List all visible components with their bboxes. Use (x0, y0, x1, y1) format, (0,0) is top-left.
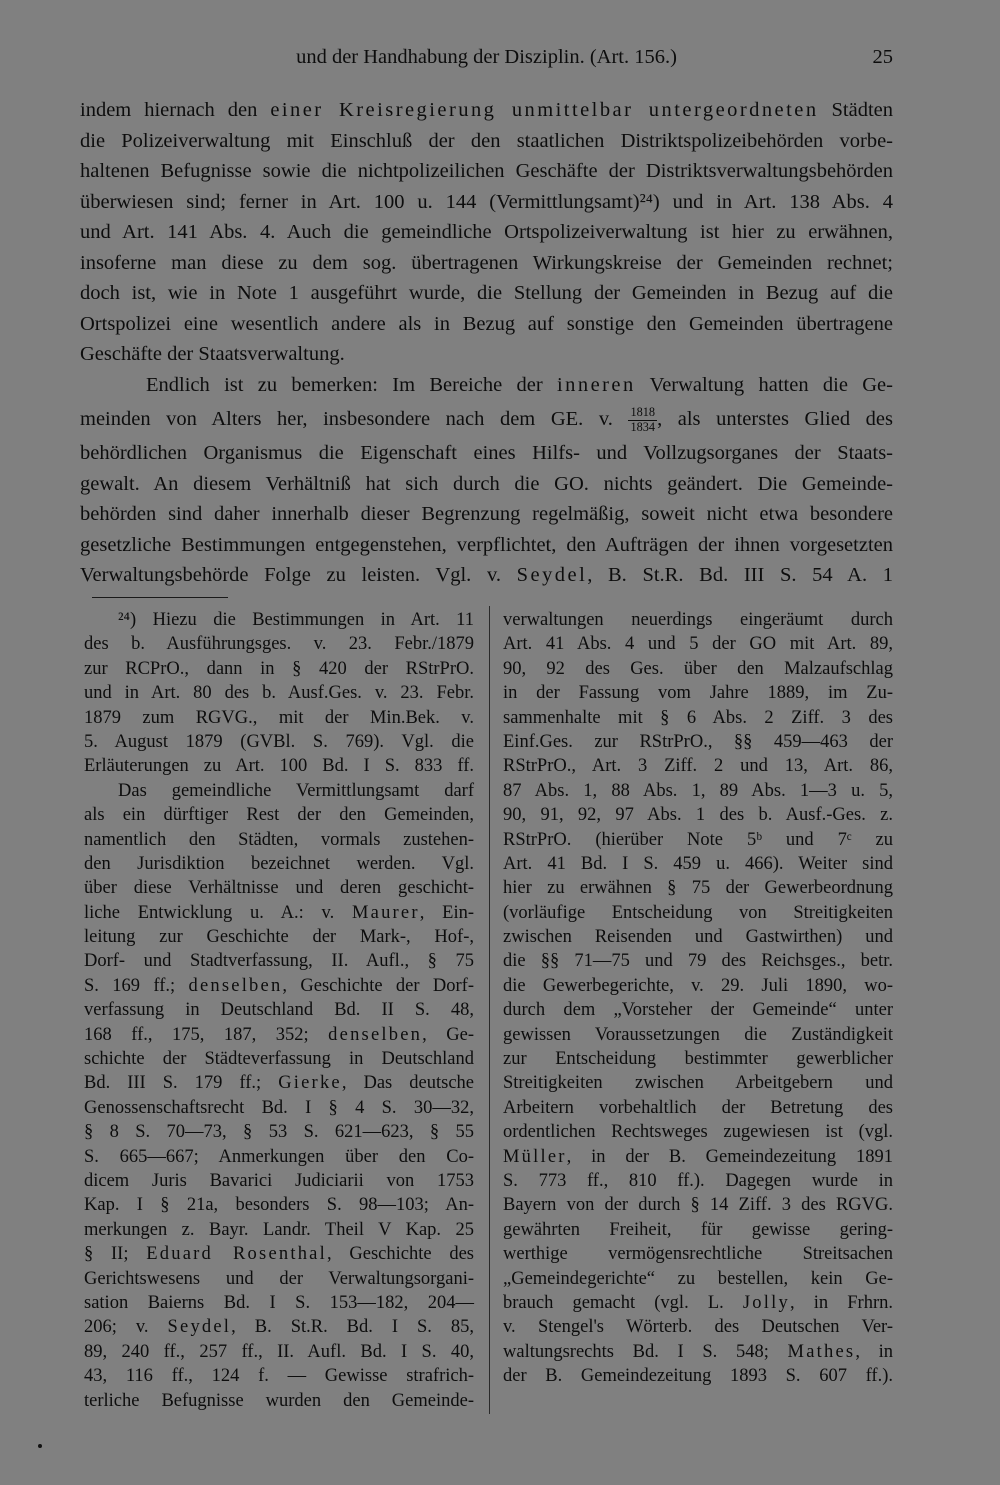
footnote-line: RStrPrO. (hierüber Note 5ᵇ und 7ᶜ zu (503, 829, 893, 850)
footnote-line: § 8 S. 70—73, § 53 S. 621—623, § 55 (84, 1122, 474, 1143)
footnote-paragraph (503, 608, 893, 1389)
text-line (80, 370, 893, 401)
spaced-emphasis: einer Kreisregierung unmittelbar untergeordneten (270, 99, 819, 121)
spaced-emphasis: Eduard Rosenthal (146, 1244, 327, 1265)
footnote-line (84, 1315, 474, 1339)
text-run: , B. St.R. Bd. III S. 54 A. 1 (587, 564, 894, 586)
footnote-line: der B. Gemeindezeitung 1893 S. 607 ff.). (503, 1366, 893, 1387)
footnote-line (503, 1340, 893, 1364)
footnote-line: 5. August 1879 (GVBl. S. 769). Vgl. die (84, 731, 474, 752)
footnote-line: Dorf- und Stadtverfassung, II. Aufl., § 75 (84, 951, 474, 972)
text-run: Verwaltung hatten die Ge- (635, 373, 893, 396)
footnote-column-left (84, 608, 474, 1413)
text-run: , Ein- (419, 902, 474, 923)
fraction-denominator: 1834 (630, 419, 656, 434)
spaced-emphasis: inneren (557, 373, 636, 396)
text-run: , Ge- (422, 1024, 474, 1045)
text-run: Städten (818, 99, 893, 121)
text-run: , Geschichte der Dorf- (282, 975, 474, 996)
footnote-line: den Jurisdiktion bezeichnet werden. Vgl. (84, 853, 474, 874)
text-run: S. 169 ff.; (84, 975, 189, 996)
footnote-line: Bayern von der durch § 14 Ziff. 3 des RGVG. (503, 1195, 893, 1216)
footnote-line: Das gemeindliche Vermittlungsamt darf (118, 780, 474, 801)
footnote-line: Art. 41 Abs. 4 und 5 der GO mit Art. 89, (503, 634, 893, 655)
footnote-line: werthige vermögensrechtliche Streitsachen (503, 1244, 893, 1265)
footnote-line: RStrPrO., Art. 3 Ziff. 2 und 13, Art. 86, (503, 756, 893, 777)
text-run: indem hiernach den (80, 99, 271, 121)
footnote-line: ²⁴) Hiezu die Bestimmungen in Art. 11 (118, 610, 474, 630)
footnote-line: 90, 92 des Ges. über den Malzaufschlag (503, 658, 893, 679)
footnote-line: in der Fassung vom Jahre 1889, im Zu- (503, 683, 893, 704)
scan-speck (38, 1444, 42, 1448)
footnote-line: Kap. I § 21a, besonders S. 98—103; An- (84, 1195, 474, 1216)
footnote-line: die §§ 71—75 und 79 des Reichsges., betr. (503, 951, 893, 972)
footnote-line: leitung zur Geschichte der Mark-, Hof-, (84, 927, 474, 948)
footnote-line: verwaltungen neuerdings eingeräumt durch (503, 610, 893, 630)
footnote-paragraph (84, 608, 474, 779)
footnote-rule (92, 597, 228, 598)
text-line (80, 400, 893, 438)
footnote-line: ordentlichen Rechtsweges zugewiesen ist (vgl. (503, 1122, 893, 1143)
footnote-line: zur RCPrO., dann in § 420 der RStrPrO. (84, 658, 474, 679)
text-line: doch ist, wie in Note 1 ausgeführt wurde, die Stellung der Gemeinden in Bezug auf die (80, 282, 893, 304)
spaced-emphasis: Seydel (167, 1317, 232, 1338)
fraction (628, 406, 657, 434)
footnote-line: „Gemeindegerichte“ zu bestellen, kein Ge- (503, 1268, 893, 1289)
spaced-emphasis: Maurer (351, 902, 420, 923)
footnote-line: und in Art. 80 des b. Ausf.Ges. v. 23. Febr. (84, 683, 474, 704)
footnote-line: Genossenschaftsrecht Bd. I § 4 S. 30—32, (84, 1097, 474, 1118)
footnote-line: 87 Abs. 1, 88 Abs. 1, 89 Abs. 1—3 u. 5, (503, 780, 893, 801)
text-run: 206; v. (84, 1317, 168, 1338)
spaced-emphasis: Mathes (787, 1341, 856, 1362)
text-run: 168 ff., 175, 187, 352; (84, 1024, 329, 1045)
footnote-line: S. 773 ff., 810 ff.). Dagegen wurde in (503, 1170, 893, 1191)
footnote-line: 43, 116 ff., 124 f. — Gewisse strafrich- (84, 1366, 474, 1387)
footnote-line: terliche Befugnisse wurden den Gemeinde- (84, 1390, 474, 1411)
footnote-line: durch dem „Vorsteher der Gemeinde“ unter (503, 1000, 893, 1021)
text-line: überwiesen sind; ferner in Art. 100 u. 144 (Vermittlungsamt)²⁴) und in Art. 138 Abs. 4 (80, 190, 893, 213)
text-run: , Geschichte des (326, 1244, 474, 1265)
spaced-emphasis: Jolly (742, 1292, 790, 1313)
text-line: gewalt. An diesem Verhältniß hat sich durch die GO. nichts geändert. Die Gemeinde- (80, 472, 893, 495)
footnote-line: Arbeitern vorbehaltlich der Betretung des (503, 1097, 893, 1118)
text-line: die Polizeiverwaltung mit Einschluß der den staatlichen Distriktspolizeibehörden vorbe- (80, 129, 893, 152)
spaced-emphasis: denselben (328, 1024, 423, 1045)
paragraph (80, 95, 893, 370)
running-title: und der Handhabung der Disziplin. (Art. 156.) (296, 46, 677, 68)
footnote-line: Art. 41 Bd. I S. 459 u. 466). Weiter sind (503, 853, 893, 874)
text-run: , als unterstes Glied des (657, 408, 893, 430)
footnote-line: sammenhalte mit § 6 Abs. 2 Ziff. 3 des (503, 707, 893, 728)
column-divider (489, 606, 490, 1414)
text-line: behördlichen Organismus die Eigenschaft eines Hilfs- und Vollzugsorganes der Staats- (80, 442, 893, 464)
footnote-line: 1879 zum RGVG., mit der Min.Bek. v. (84, 707, 474, 728)
page-number: 25 (872, 46, 893, 68)
paragraph (80, 370, 893, 591)
fraction-numerator: 1818 (630, 405, 656, 420)
text-line: behörden sind daher innerhalb dieser Begrenzung regelmäßig, soweit nicht etwa besondere (80, 503, 893, 525)
footnote-line: S. 665—667; Anmerkungen über den Co- (84, 1146, 474, 1167)
spaced-emphasis: Seydel (516, 564, 588, 586)
spaced-emphasis: Müller (503, 1146, 567, 1167)
footnote-line: zur Entscheidung bestimmter gewerblicher (503, 1049, 893, 1070)
footnote-line: v. Stengel's Wörterb. des Deutschen Ver- (503, 1317, 893, 1338)
text-line: Ortspolizei eine wesentlich andere als in Bezug auf sonstige den Gemeinden übertragene (80, 312, 893, 335)
footnote-line: dicem Juris Bavarici Judiciarii von 1753 (84, 1170, 474, 1191)
footnote-line (84, 1071, 474, 1095)
text-line: und Art. 141 Abs. 4. Auch die gemeindliche Ortspolizeiverwaltung ist hier zu erwähnen, (80, 221, 893, 243)
footnote-line: Gerichtswesens und der Verwaltungsorgani- (84, 1268, 474, 1289)
footnote-line (84, 974, 474, 998)
footnote-line: des b. Ausführungsges. v. 23. Febr./1879 (84, 634, 474, 655)
footnote-line: verfassung in Deutschland Bd. II S. 48, (84, 1000, 474, 1021)
footnote-line: 89, 240 ff., 257 ff., II. Aufl. Bd. I S. 40, (84, 1341, 474, 1362)
text-line: Geschäfte der Staatsverwaltung. (80, 343, 345, 365)
text-run: Endlich ist zu bemerken: Im Bereiche der (146, 373, 558, 396)
footnote-line (84, 1242, 474, 1266)
text-run: Verwaltungsbehörde Folge zu leisten. Vgl. v. (80, 564, 517, 586)
text-line: insoferne man diese zu dem sog. übertragenen Wirkungskreise der Gemeinden rechnet; (80, 251, 893, 274)
text-run: , Das deutsche (341, 1073, 474, 1094)
text-run: Bd. III S. 179 ff.; (84, 1073, 279, 1094)
footnote-line: 90, 91, 92, 97 Abs. 1 des b. Ausf.-Ges. z. (503, 805, 893, 826)
text-run: , B. St.R. Bd. I S. 85, (231, 1317, 474, 1338)
footnote-line: Erläuterungen zu Art. 100 Bd. I S. 833 ff. (84, 756, 474, 777)
body-text (80, 95, 893, 591)
footnote-line: Streitigkeiten zwischen Arbeitgebern und (503, 1073, 893, 1094)
spaced-emphasis: denselben (188, 975, 283, 996)
footnote-paragraph (84, 779, 474, 1413)
footnote-line: als ein dürftiger Rest der den Gemeinden, (84, 805, 474, 826)
footnote-line: gewissen Voraussetzungen die Zuständigkeit (503, 1024, 893, 1045)
text-run: , in Frhrn. (789, 1292, 893, 1313)
footnote-line: über diese Verhältnisse und deren geschicht- (84, 878, 474, 899)
text-run: brauch gemacht (vgl. L. (503, 1292, 743, 1313)
footnote-line: namentlich den Städten, vormals zustehen- (84, 829, 474, 850)
footnote-line (503, 1291, 893, 1315)
text-run: waltungsrechts Bd. I S. 548; (503, 1341, 788, 1362)
footnote-line (84, 901, 474, 925)
footnote-line: schichte der Städteverfassung in Deutschland (84, 1049, 474, 1070)
text-run: meinden von Alters her, insbesondere nach dem GE. v. (80, 408, 629, 430)
footnote-line: Einf.Ges. zur RStrPrO., §§ 459—463 der (503, 731, 893, 752)
footnote-line: merkungen z. Bayr. Landr. Theil V Kap. 25 (84, 1219, 474, 1240)
footnote-line (503, 1145, 893, 1169)
text-line (80, 95, 893, 126)
text-run: § II; (84, 1244, 147, 1265)
text-line: haltenen Befugnisse sowie die nichtpolizeilichen Geschäfte der Distriktsverwaltungsbehörden (80, 160, 893, 182)
spaced-emphasis: Gierke (278, 1073, 342, 1094)
footnote-line: sation Baierns Bd. I S. 153—182, 204— (84, 1292, 474, 1313)
text-line (80, 560, 893, 591)
running-header (80, 44, 893, 70)
footnote-line: gewährten Freiheit, für gewisse gering- (503, 1219, 893, 1240)
footnote-line: zwischen Reisenden und Gastwirthen) und (503, 927, 893, 948)
footnote-line: die Gewerbegerichte, v. 29. Juli 1890, wo- (503, 975, 893, 996)
text-run: , in der B. Gemeindezeitung 1891 (566, 1146, 893, 1167)
text-run: , in (855, 1341, 894, 1362)
text-run: liche Entwicklung u. A.: v. (84, 902, 352, 923)
footnote-column-right (503, 608, 893, 1389)
footnote-line: hier zu erwähnen § 75 der Gewerbeordnung (503, 878, 893, 899)
footnote-line: (vorläufige Entscheidung von Streitigkeiten (503, 902, 893, 923)
text-line: gesetzliche Bestimmungen entgegenstehen, verpflichtet, den Aufträgen der ihnen vorgesetzten (80, 533, 893, 556)
footnote-line (84, 1023, 474, 1047)
